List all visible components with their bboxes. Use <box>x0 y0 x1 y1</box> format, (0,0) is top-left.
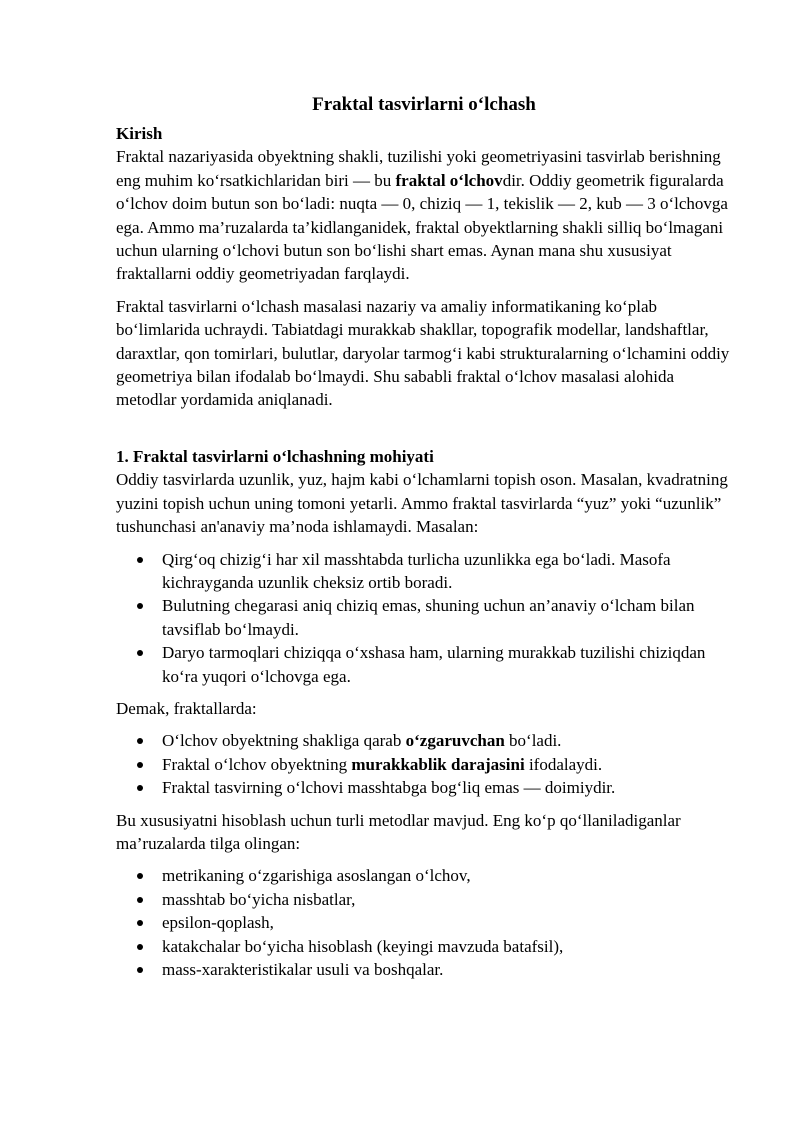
intro-paragraph-1 <box>116 145 732 285</box>
intro-p1-text-pre: Fraktal nazariyasida obyektning shakli, tuzilishi yoki geometriyasini tasvirlab berishning eng muhim koʻrsatkichlaridan biri — bu <box>116 147 721 190</box>
section-1-list-1 <box>116 548 732 688</box>
section-1-heading: 1. Fraktal tasvirlarni oʻlchashning mohiyati <box>116 446 434 466</box>
list-item: Qirgʻoq chizigʻi har xil masshtabda turlicha uzunlikka ega boʻladi. Masofa kichrayganda uzunlik cheksiz ortib boradi. <box>162 548 732 595</box>
list-item-text: Fraktal oʻlchov obyektning <box>162 754 352 774</box>
list-item-text: Oʻlchov obyektning shakliga qarab <box>162 731 406 751</box>
list-item: katakchalar boʻyicha hisoblash (keyingi mavzuda batafsil), <box>162 935 732 958</box>
section-1-paragraph-3: Bu xususiyatni hisoblash uchun turli metodlar mavjud. Eng koʻp qoʻllaniladiganlar ma’ruzalarda tilga olingan: <box>116 810 681 853</box>
document-title: Fraktal tasvirlarni oʻlchash <box>312 94 536 115</box>
list-item: epsilon-qoplash, <box>162 911 732 934</box>
section-1-paragraph-2: Demak, fraktallarda: <box>116 698 257 718</box>
intro-p1-bold: fraktal oʻlchov <box>395 170 503 190</box>
list-item: Bulutning chegarasi aniq chiziq emas, shuning uchun an’anaviy oʻlcham bilan tavsiflab boʻlmaydi. <box>162 594 732 641</box>
list-item: Daryo tarmoqlari chiziqqa oʻxshasa ham, ularning murakkab tuzilishi chiziqdan koʻra yuqori oʻlchovga ega. <box>162 641 732 688</box>
list-item: mass-xarakteristikalar usuli va boshqalar. <box>162 958 732 981</box>
section-1-list-3 <box>116 864 732 981</box>
list-item <box>162 729 732 752</box>
list-item <box>162 776 732 799</box>
intro-heading: Kirish <box>116 124 163 143</box>
list-item: masshtab boʻyicha nisbatlar, <box>162 888 732 911</box>
list-item-text: boʻladi. <box>504 731 562 751</box>
list-item-bold: murakkablik darajasini <box>351 754 525 774</box>
list-item: metrikaning oʻzgarishiga asoslangan oʻlchov, <box>162 864 732 887</box>
list-item-text: Fraktal tasvirning oʻlchovi masshtabga bogʻliq emas — doimiydir. <box>162 778 616 798</box>
intro-paragraph-2: Fraktal tasvirlarni oʻlchash masalasi nazariy va amaliy informatikaning koʻplab boʻlimlarida uchraydi. Tabiatdagi murakkab shakllar, topografik modellar, landshaftlar, daraxtlar, qon tomirlari, bulutlar, daryolar tarmogʻi kabi strukturalarning oʻlchamini oddiy geometriya bilan ifodalab boʻlmaydi. Shu sababli fraktal oʻlchov masalasi alohida metodlar yordamida aniqlanadi. <box>116 296 730 410</box>
list-item-text: ifodalaydi. <box>524 754 603 774</box>
document-page <box>116 92 732 981</box>
intro-p1-text-post: dir. Oddiy geometrik figuralarda oʻlchov doim butun son boʻladi: nuqta — 0, chiziq — 1, tekislik — 2, kub — 3 oʻlchovga ega. Ammo ma’ruzalarda ta’kidlanganidek, fraktal obyektlarning shakli silliq boʻlmagani uchun ularning oʻlchovi butun son boʻlishi shart emas. Aynan mana shu xususiyat fraktallarni oddiy geometriyadan farqlaydi. <box>116 170 728 284</box>
list-item-bold: oʻzgaruvchan <box>405 731 505 751</box>
list-item <box>162 753 732 776</box>
section-1-list-2 <box>116 729 732 799</box>
section-1-paragraph-1: Oddiy tasvirlarda uzunlik, yuz, hajm kabi oʻlchamlarni topish oson. Masalan, kvadratning yuzini topish uchun uning tomoni yetarli. Ammo fraktal tasvirlarda “yuz” yoki “uzunlik” tushunchasi an'anaviy ma’noda ishlamaydi. Masalan: <box>116 470 728 537</box>
